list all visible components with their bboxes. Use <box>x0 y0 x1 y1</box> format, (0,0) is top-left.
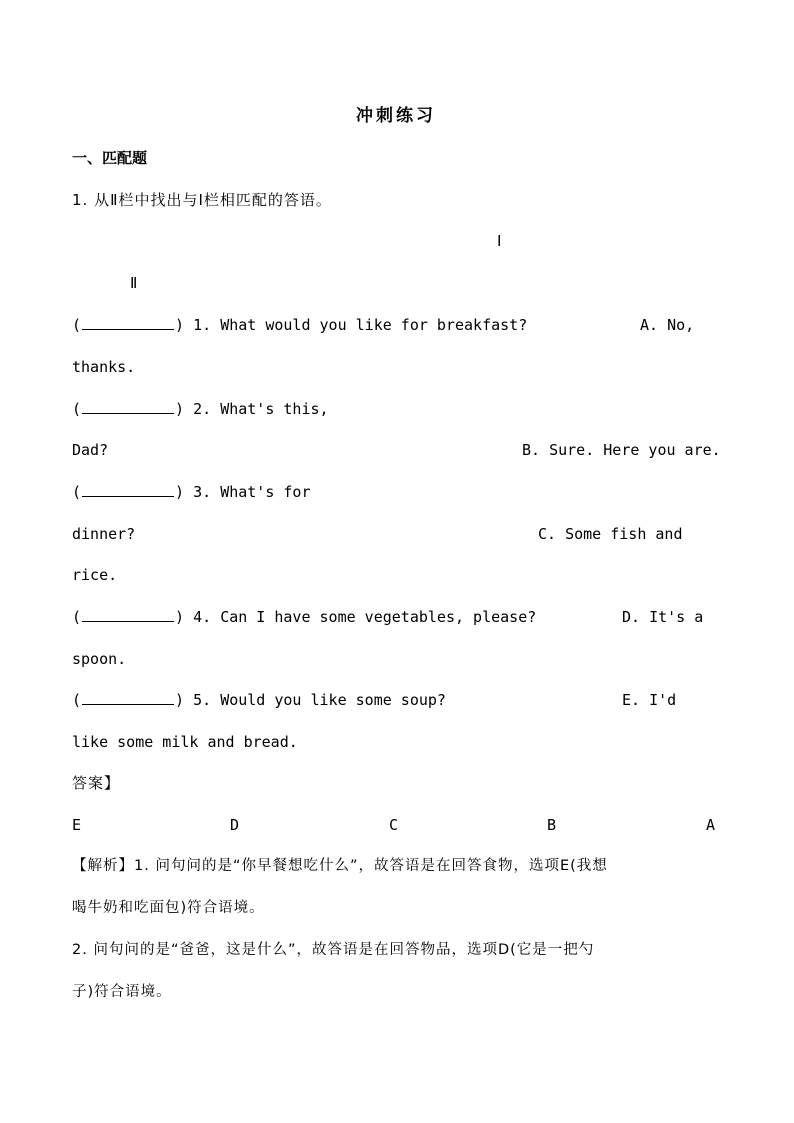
item-option: E. I'd <box>622 691 677 709</box>
question-intro: 1. 从Ⅱ栏中找出与Ⅰ栏相匹配的答语。 <box>72 191 332 209</box>
answer-5: A <box>706 816 716 834</box>
answer-3: C <box>389 816 399 834</box>
column-1-label: Ⅰ <box>497 232 502 250</box>
answer-blank[interactable] <box>82 399 174 414</box>
item-option-cont: spoon. <box>72 650 127 668</box>
item-option-cont: thanks. <box>72 358 136 376</box>
item-option-cont: rice. <box>72 566 118 584</box>
answer-2: D <box>230 816 240 834</box>
item-question-cont: dinner? <box>72 525 136 543</box>
page-title: 冲刺练习 <box>356 106 436 126</box>
section-heading: 一、匹配题 <box>72 149 148 167</box>
explanation-2-line-1: 2. 问句问的是“爸爸，这是什么”，故答语是在回答物品，选项D(它是一把勺 <box>72 942 595 958</box>
answer-blank[interactable] <box>82 315 174 330</box>
item-number: 2. <box>193 400 212 418</box>
column-2-label: Ⅱ <box>130 274 138 292</box>
item-number: 1. <box>193 316 212 334</box>
item-option: C. Some fish and <box>538 525 683 543</box>
answer-blank[interactable] <box>82 482 174 497</box>
list-item: ( ) 2. What's this, <box>72 400 329 418</box>
item-option: B. Sure. Here you are. <box>522 441 721 459</box>
item-question: What's for <box>220 483 311 501</box>
list-item: ( ) 1. What would you like for breakfast? <box>72 316 528 334</box>
list-item: ( ) 3. What's for <box>72 483 311 501</box>
list-item: ( ) 4. Can I have some vegetables, please? <box>72 608 537 626</box>
item-question: What's this, <box>220 400 329 418</box>
item-option: A. No, <box>640 316 695 334</box>
answer-label: 答案】 <box>72 774 121 792</box>
item-option-cont: like some milk and bread. <box>72 733 298 751</box>
item-question: Can I have some vegetables, please? <box>220 608 537 626</box>
list-item: ( ) 5. Would you like some soup? <box>72 691 446 709</box>
explanation-2-line-2: 子)符合语境。 <box>72 984 172 1000</box>
answer-4: B <box>547 816 557 834</box>
answer-blank[interactable] <box>82 690 174 705</box>
answer-1: E <box>72 816 82 834</box>
item-number: 3. <box>193 483 212 501</box>
explanation-1-line-2: 喝牛奶和吃面包)符合语境。 <box>72 900 265 916</box>
item-question: What would you like for breakfast? <box>220 316 528 334</box>
item-number: 5. <box>193 691 212 709</box>
item-question-cont: Dad? <box>72 441 109 459</box>
item-option: D. It's a <box>622 608 704 626</box>
explanation-1-line-1: 【解析】1. 问句问的是“你早餐想吃什么”，故答语是在回答食物，选项E(我想 <box>72 858 608 874</box>
answer-blank[interactable] <box>82 607 174 622</box>
item-number: 4. <box>193 608 212 626</box>
item-question: Would you like some soup? <box>220 691 446 709</box>
